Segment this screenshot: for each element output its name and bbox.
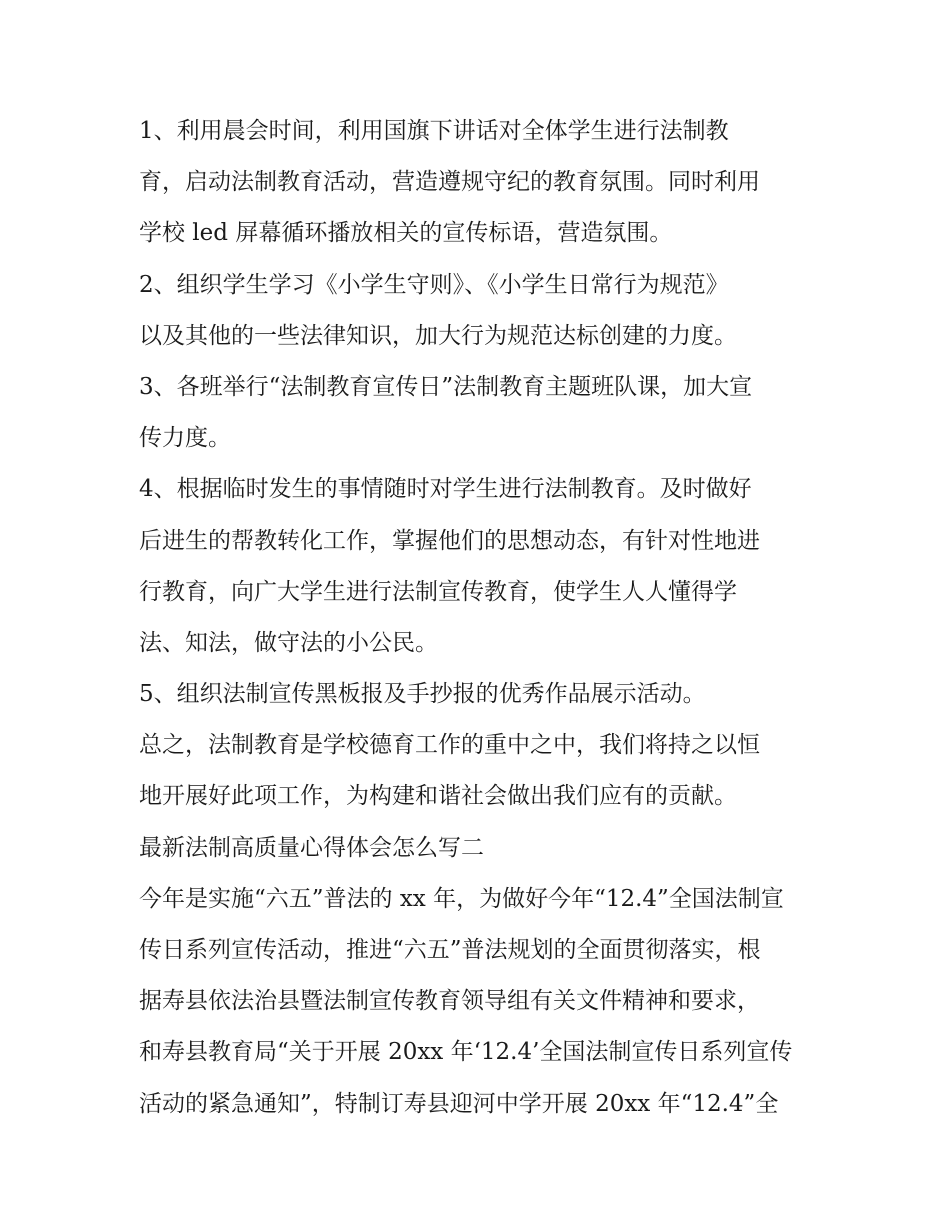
text-line: 和寿县教育局“关于开展 20xx 年‘12.4’全国法制宣传日系列宣传 bbox=[139, 1039, 793, 1066]
text-line: 总之，法制教育是学校德育工作的重中之中，我们将持之以恒 bbox=[139, 732, 760, 759]
text-line: 法、知法，做守法的小公民。 bbox=[139, 629, 438, 656]
text-line: 4、根据临时发生的事情随时对学生进行法制教育。及时做好 bbox=[139, 476, 752, 503]
text-line: 3、各班举行“法制教育宣传日”法制教育主题班队课，加大宣 bbox=[139, 373, 753, 400]
text-line: 1、利用晨会时间，利用国旗下讲话对全体学生进行法制教 bbox=[139, 118, 729, 144]
text-line: 传日系列宣传活动，推进“六五”普法规划的全面贯彻落实，根 bbox=[139, 937, 761, 963]
text-line: 以及其他的一些法律知识，加大行为规范达标创建的力度。 bbox=[139, 322, 737, 349]
text-line: 今年是实施“六五”普法的 xx 年，为做好今年“12.4”全国法制宣 bbox=[139, 885, 784, 912]
text-line: 学校 led 屏幕循环播放相关的宣传标语，营造氛围。 bbox=[139, 220, 673, 247]
text-line: 行教育，向广大学生进行法制宣传教育，使学生人人懂得学 bbox=[139, 578, 737, 605]
text-line: 活动的紧急通知”，特制订寿县迎河中学开展 20xx 年“12.4”全 bbox=[139, 1090, 779, 1117]
text-line: 5、组织法制宣传黑板报及手抄报的优秀作品展示活动。 bbox=[139, 681, 706, 708]
text-line: 2、组织学生学习《小学生守则》、《小学生日常行为规范》 bbox=[139, 271, 729, 298]
text-line: 据寿县依法治县暨法制宣传教育领导组有关文件精神和要求， bbox=[139, 988, 760, 1015]
document-body bbox=[139, 106, 819, 1130]
text-line: 后进生的帮教转化工作，掌握他们的思想动态，有针对性地进 bbox=[139, 527, 760, 554]
section-heading: 最新法制高质量心得体会怎么写二 bbox=[139, 834, 484, 861]
text-line: 育，启动法制教育活动，营造遵规守纪的教育氛围。同时利用 bbox=[139, 169, 760, 196]
text-line: 地开展好此项工作，为构建和谐社会做出我们应有的贡献。 bbox=[139, 783, 737, 810]
text-line: 传力度。 bbox=[139, 425, 231, 452]
